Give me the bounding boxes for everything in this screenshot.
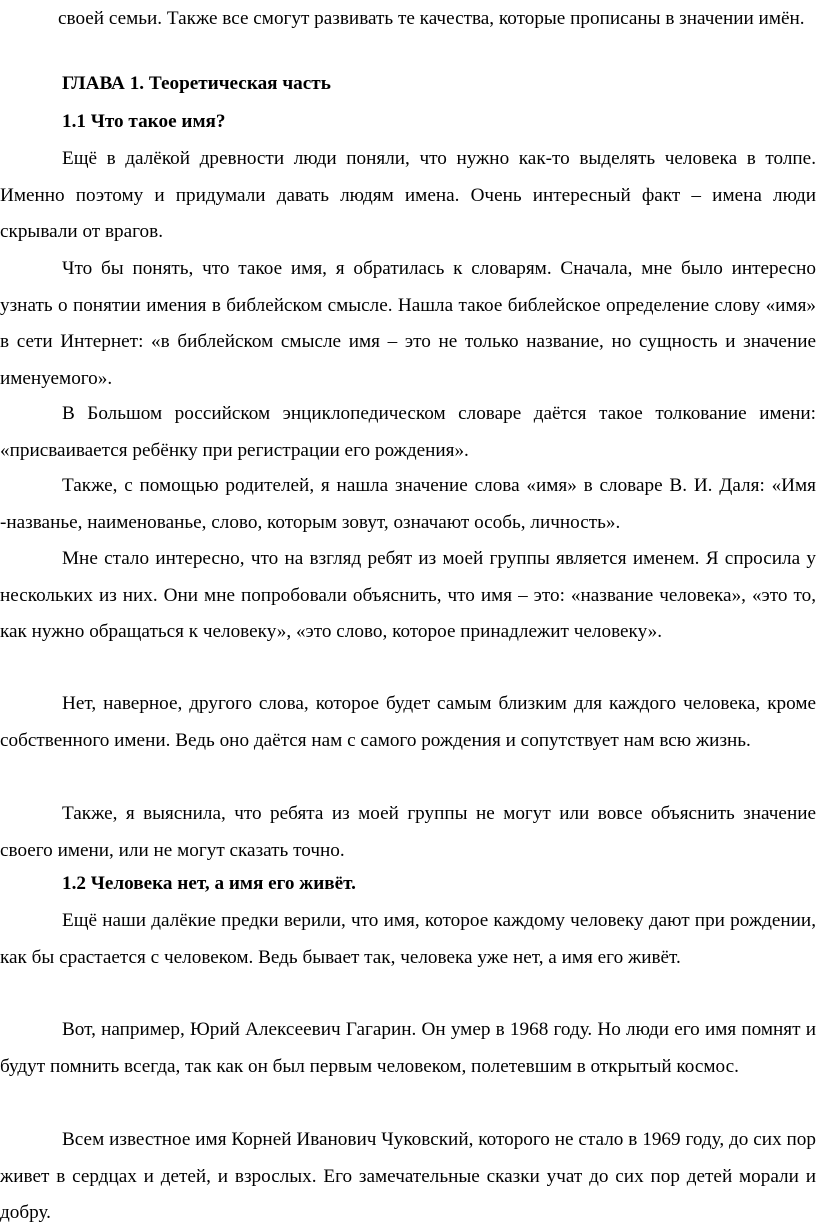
paragraph-ancient-times: Ещё в далёкой древности люди поняли, что нужно как-то выделять человека в толпе. Именно поэтому и придумали давать людям имена. Очень интересный факт – имена люди скрывали от врагов. xyxy=(0,148,816,242)
section-heading-1-2: 1.2 Человека нет, а имя его живёт. xyxy=(62,873,356,894)
paragraph-gagarin: Вот, например, Юрий Алексеевич Гагарин. Он умер в 1968 году. Но люди его имя помнят и будут помнить всегда, так как он был первым человеком, полетевшим в открытый космос. xyxy=(0,1019,816,1077)
paragraph-encyclopedia: В Большом российском энциклопедическом словаре даётся такое толкование имени: «присваивается ребёнку при регистрации его рождения». xyxy=(0,403,816,461)
paragraph-findings: Также, я выяснила, что ребята из моей группы не могут или вовсе объяснить значение своего имени, или не могут сказать точно. xyxy=(0,803,816,861)
paragraph-dahl-dictionary: Также, с помощью родителей, я нашла значение слова «имя» в словаре В. И. Даля: «Имя -названье, наименованье, слово, которым зовут, означают особь, личность». xyxy=(0,475,816,533)
paragraph-dictionaries: Что бы понять, что такое имя, я обратилась к словарям. Сначала, мне было интересно узнать о понятии имения в библейском смысле. Нашла такое библейское определение слову «имя» в сети Интернет: «в библейском смысле имя – это не только название, но сущность и значение именуемого». xyxy=(0,258,816,389)
paragraph-group-survey: Мне стало интересно, что на взгляд ребят из моей группы является именем. Я спросила у нескольких из них. Они мне попробовали объяснить, что имя – это: «название человека», «это то, как нужно обращаться к человеку», «это слово, которое принадлежит человеку». xyxy=(0,548,816,642)
section-heading-1-1: 1.1 Что такое имя? xyxy=(62,111,226,132)
chapter-heading: ГЛАВА 1. Теоретическая часть xyxy=(62,73,331,94)
paragraph-chukovsky: Всем известное имя Корней Иванович Чуковский, которого не стало в 1969 году, до сих пор живет в сердцах и детей, и взрослых. Его замечательные сказки учат до сих пор детей морали и добру. xyxy=(0,1129,816,1223)
paragraph-continuation: своей семьи. Также все смогут развивать те качества, которые прописаны в значении имён. xyxy=(58,8,805,29)
paragraph-own-name: Нет, наверное, другого слова, которое будет самым близким для каждого человека, кроме собственного имени. Ведь оно даётся нам с самого рождения и сопутствует нам всю жизнь. xyxy=(0,693,816,751)
paragraph-ancestors: Ещё наши далёкие предки верили, что имя, которое каждому человеку дают при рождении, как бы срастается с человеком. Ведь бывает так, человека уже нет, а имя его живёт. xyxy=(0,910,816,968)
